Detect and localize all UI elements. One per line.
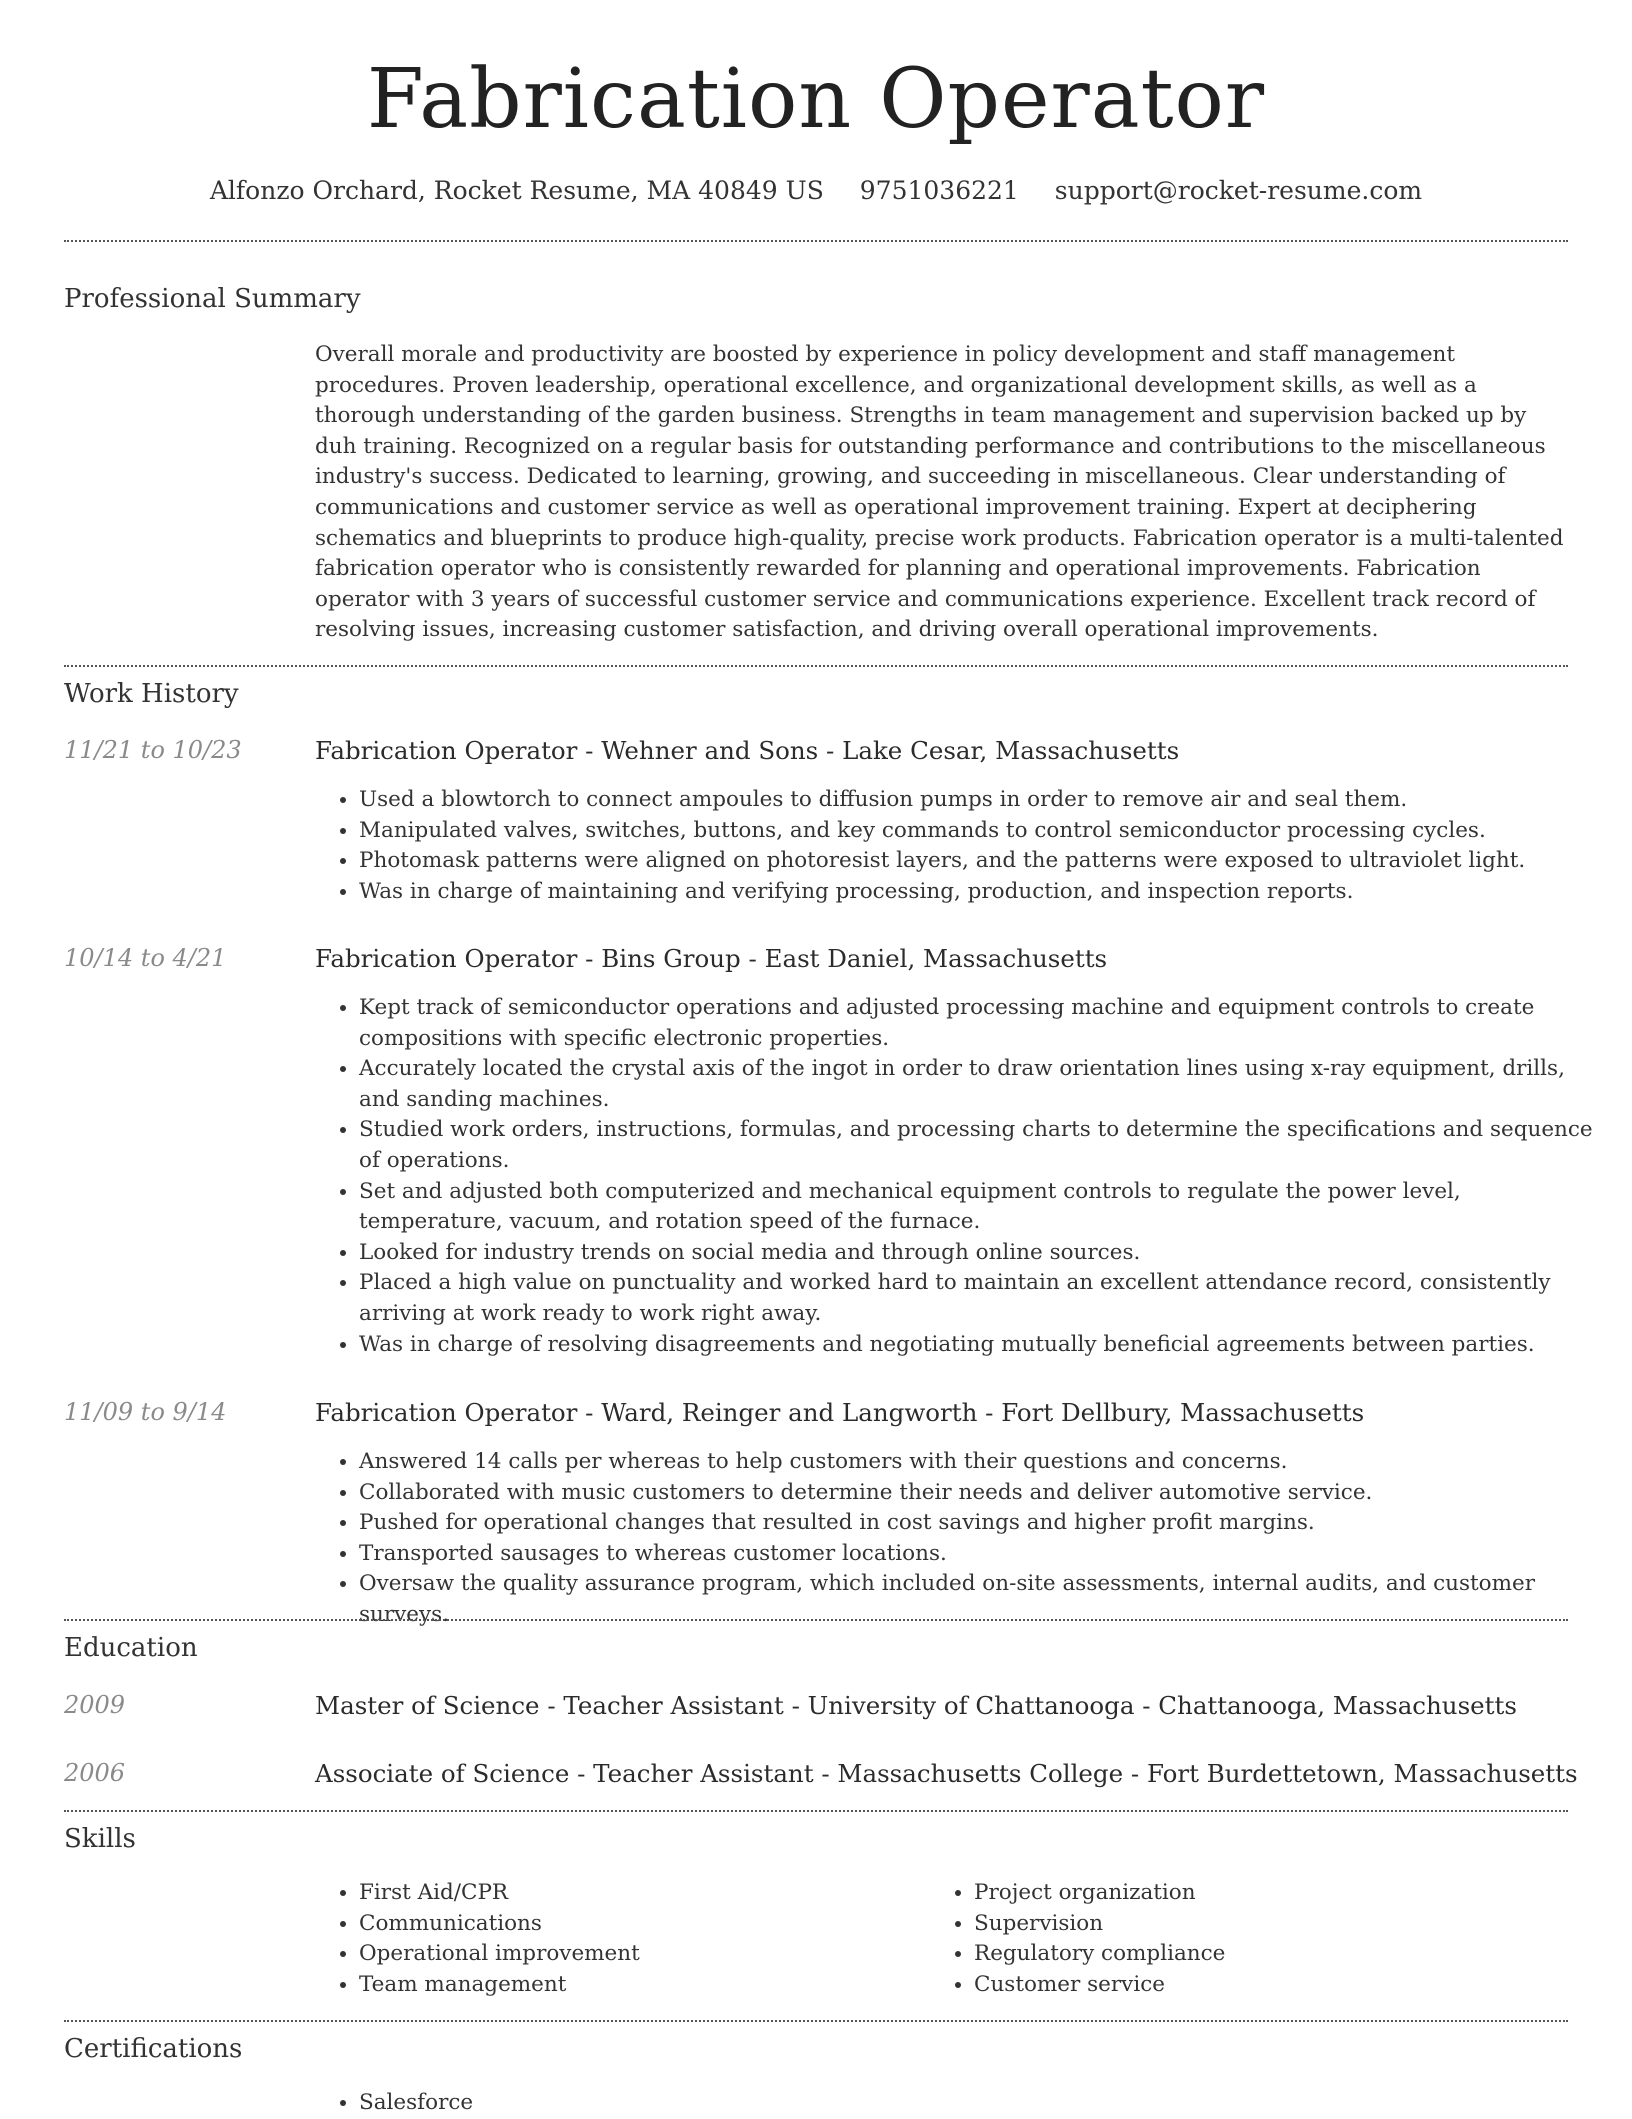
section-divider <box>64 1810 1568 1812</box>
job-bullets <box>315 1447 1599 1631</box>
section-divider <box>64 1619 1568 1621</box>
job-date: 11/09 to 9/14 <box>64 1398 227 1426</box>
job-bullet: • Kept track of semiconductor operations and adjusted processing machine and equipment controls to create compositions with specific electronic properties. <box>359 993 1599 1054</box>
job-bullet: • Studied work orders, instructions, formulas, and processing charts to determine the specifications and sequence of operations. <box>359 1115 1599 1176</box>
education-year: 2009 <box>64 1691 126 1719</box>
education-degree: Master of Science - Teacher Assistant - University of Chattanooga - Chattanooga, Massachusetts <box>315 1691 1517 1720</box>
job-bullet: • Was in charge of maintaining and verifying processing, production, and inspection reports. <box>359 877 1599 908</box>
skill-item: • Regulatory compliance <box>974 1939 1574 1970</box>
job-title: Fabrication Operator - Bins Group - East Daniel, Massachusetts <box>315 944 1108 973</box>
job-bullet: • Accurately located the crystal axis of the ingot in order to draw orientation lines using x-ray equipment, drills, and sanding machines. <box>359 1054 1599 1115</box>
contact-email: support@rocket-resume.com <box>1054 176 1423 205</box>
skill-item: • Project organization <box>974 1878 1574 1909</box>
skills-heading: Skills <box>64 1824 136 1854</box>
skills-list-right <box>930 1878 1574 2000</box>
job-title: Fabrication Operator - Wehner and Sons - Lake Cesar, Massachusetts <box>315 736 1180 765</box>
job-bullet: • Used a blowtorch to connect ampoules to diffusion pumps in order to remove air and seal them. <box>359 785 1599 816</box>
skill-item: • Team management <box>359 1970 929 2001</box>
skill-item: • Operational improvement <box>359 1939 929 1970</box>
summary-text: Overall morale and productivity are boosted by experience in policy development and staff management procedures. Proven leadership, operational excellence, and organizational development skills, as well as a thorough understanding of the garden business. Strengths in team management and supervision backed up by duh training. Recognized on a regular basis for outstanding performance and contributions to the miscellaneous industry's success. Dedicated to learning, growing, and succeeding in miscellaneous. Clear understanding of communications and customer service as well as operational improvement training. Expert at deciphering schematics and blueprints to produce high-quality, precise work products. Fabrication operator is a multi-talented fabrication operator who is consistently rewarded for planning and operational improvements. Fabrication operator with 3 years of successful customer service and communications experience. Excellent track record of resolving issues, increasing customer satisfaction, and driving overall operational improvements. <box>315 342 1564 643</box>
job-bullet: • Set and adjusted both computerized and mechanical equipment controls to regulate the power level, temperature, vacuum, and rotation speed of the furnace. <box>359 1177 1599 1238</box>
skill-item: • Communications <box>359 1909 929 1940</box>
education-year: 2006 <box>64 1759 126 1787</box>
job-bullets <box>315 785 1599 907</box>
job-bullet: • Collaborated with music customers to determine their needs and deliver automotive service. <box>359 1478 1599 1509</box>
skill-item: • First Aid/CPR <box>359 1878 929 1909</box>
work-history-heading: Work History <box>64 679 239 709</box>
contact-address: Alfonzo Orchard, Rocket Resume, MA 40849 US <box>209 176 824 205</box>
certification-item: • Salesforce <box>359 2088 929 2119</box>
job-bullet: • Was in charge of resolving disagreements and negotiating mutually beneficial agreements between parties. <box>359 1330 1599 1361</box>
skill-item: • Customer service <box>974 1970 1574 2001</box>
contact-phone: 9751036221 <box>859 176 1019 205</box>
section-divider <box>64 240 1568 242</box>
job-bullet: • Manipulated valves, switches, buttons, and key commands to control semiconductor processing cycles. <box>359 816 1599 847</box>
certifications-heading: Certifications <box>64 2034 243 2064</box>
job-bullet: • Photomask patterns were aligned on photoresist layers, and the patterns were exposed to ultraviolet light. <box>359 846 1599 877</box>
job-bullet: • Placed a high value on punctuality and worked hard to maintain an excellent attendance record, consistently arriving at work ready to work right away. <box>359 1268 1599 1329</box>
job-date: 10/14 to 4/21 <box>64 944 227 972</box>
contact-line <box>0 176 1632 205</box>
job-bullet: • Answered 14 calls per whereas to help customers with their questions and concerns. <box>359 1447 1599 1478</box>
job-date: 11/21 to 10/23 <box>64 736 242 764</box>
section-divider <box>64 665 1568 667</box>
candidate-title: Fabrication Operator <box>366 52 1266 147</box>
section-divider <box>64 2020 1568 2022</box>
education-degree: Associate of Science - Teacher Assistant - Massachusetts College - Fort Burdettetown, Massachusetts <box>315 1759 1578 1788</box>
skills-list-left <box>315 1878 929 2000</box>
certifications-list <box>315 2088 929 2119</box>
job-bullet: • Pushed for operational changes that resulted in cost savings and higher profit margins. <box>359 1508 1599 1539</box>
resume-header <box>0 0 1632 205</box>
summary-heading: Professional Summary <box>64 284 361 314</box>
skill-item: • Supervision <box>974 1909 1574 1940</box>
job-bullets <box>315 993 1599 1360</box>
job-title: Fabrication Operator - Ward, Reinger and Langworth - Fort Dellbury, Massachusetts <box>315 1398 1365 1427</box>
education-heading: Education <box>64 1633 198 1663</box>
job-bullet: • Oversaw the quality assurance program, which included on-site assessments, internal audits, and customer surveys. <box>359 1569 1599 1630</box>
job-bullet: • Transported sausages to whereas customer locations. <box>359 1539 1599 1570</box>
job-bullet: • Looked for industry trends on social media and through online sources. <box>359 1238 1599 1269</box>
